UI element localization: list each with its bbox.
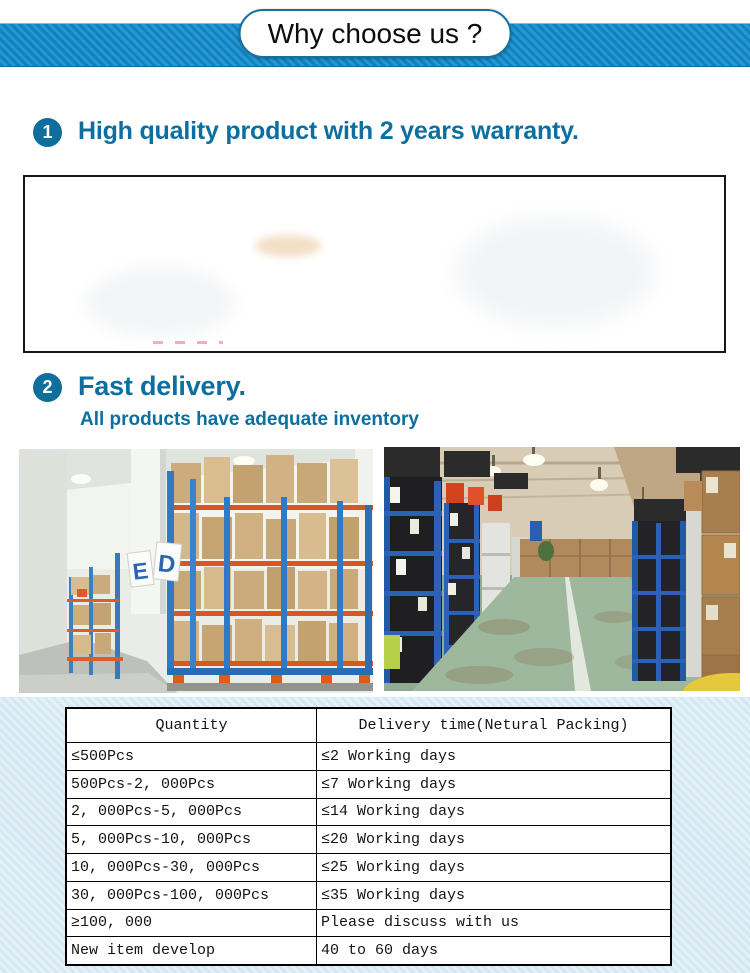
table-row <box>67 881 670 909</box>
section-quality-title: High quality product with 2 years warranty. <box>78 117 579 145</box>
delivery-time-cell: ≤2 Working days <box>321 747 457 765</box>
page-title: Why choose us ? <box>239 9 512 58</box>
rack-sign-d <box>153 542 182 581</box>
svg-text:D: D <box>156 550 177 579</box>
delivery-table <box>65 707 672 966</box>
warehouse-aisle-photo <box>384 447 740 691</box>
quantity-cell: 10, 000Pcs-30, 000Pcs <box>67 854 317 881</box>
col-header-delivery-time: Delivery time(Netural Packing) <box>358 717 629 734</box>
delivery-time-cell: ≤25 Working days <box>321 858 466 876</box>
rack-sign-e <box>127 551 154 588</box>
section-delivery-subtitle: All products have adequate inventory <box>80 409 419 430</box>
section-number-badge: 1 <box>33 118 62 147</box>
section-delivery <box>33 371 419 431</box>
quantity-cell: 30, 000Pcs-100, 000Pcs <box>67 882 317 909</box>
section-number-badge: 2 <box>33 373 62 402</box>
photo-artifact <box>85 267 235 337</box>
quantity-cell: 5, 000Pcs-10, 000Pcs <box>67 826 317 853</box>
table-row <box>67 909 670 937</box>
product-photo <box>23 175 726 353</box>
delivery-time-cell: ≤14 Working days <box>321 803 466 821</box>
delivery-time-cell: ≤7 Working days <box>321 775 457 793</box>
table-row <box>67 798 670 826</box>
table-row <box>67 936 670 964</box>
photo-artifact <box>255 235 321 257</box>
table-row <box>67 853 670 881</box>
main-rack <box>167 455 373 691</box>
quantity-cell: 2, 000Pcs-5, 000Pcs <box>67 799 317 826</box>
section-delivery-title: Fast delivery. <box>78 371 246 401</box>
photo-artifact <box>455 217 655 327</box>
table-row <box>67 825 670 853</box>
delivery-time-cell: ≤20 Working days <box>321 831 466 849</box>
quantity-cell: 500Pcs-2, 000Pcs <box>67 771 317 798</box>
quantity-cell: New item develop <box>67 937 317 964</box>
table-row <box>67 770 670 798</box>
delivery-time-cell: ≤35 Working days <box>321 886 466 904</box>
section-quality <box>33 116 579 147</box>
delivery-time-cell: 40 to 60 days <box>321 942 439 960</box>
photo-artifact <box>153 341 223 344</box>
table-row <box>67 742 670 770</box>
delivery-time-cell: Please discuss with us <box>321 914 520 932</box>
col-header-quantity: Quantity <box>67 709 317 742</box>
warehouse-racks-photo <box>19 449 373 693</box>
quantity-cell: ≤500Pcs <box>67 743 317 770</box>
table-header-row <box>67 709 670 742</box>
svg-text:E: E <box>131 557 150 585</box>
quantity-cell: ≥100, 000 <box>67 910 317 937</box>
